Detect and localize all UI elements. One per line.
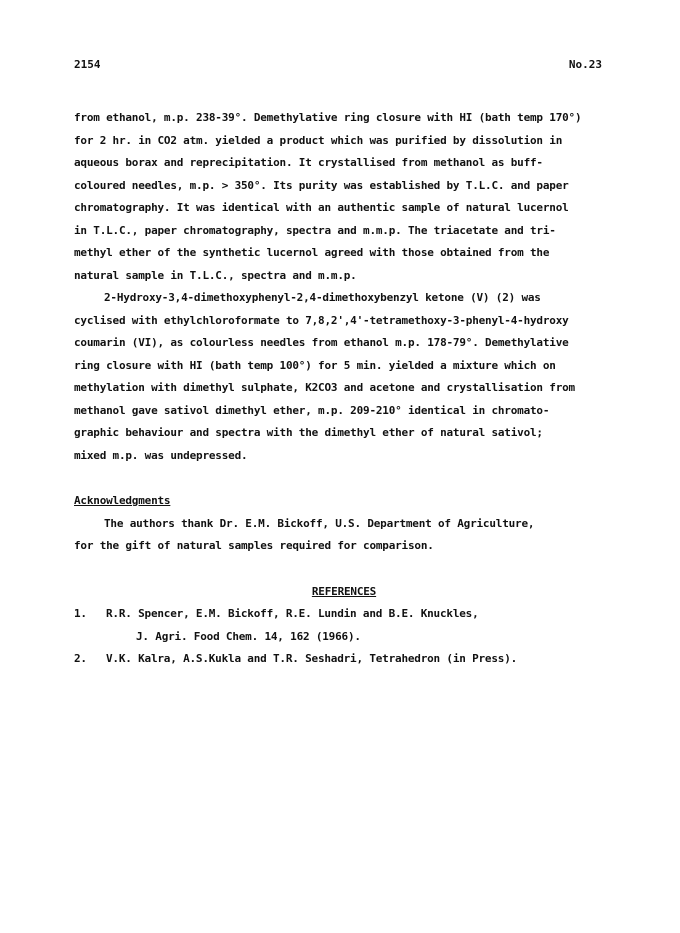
- text-line: methanol gave sativol dimethyl ether, m.p. 209-210° identical in chromato-: [74, 403, 550, 417]
- text-line: ring closure with HI (bath temp 100°) for 5 min. yielded a mixture which on: [74, 358, 556, 372]
- reference-text-continued: J. Agri. Food Chem. 14, 162 (1966).: [136, 629, 361, 643]
- text-line: 2-Hydroxy-3,4-dimethoxyphenyl-2,4-dimethoxybenzyl ketone (V) (2) was: [104, 291, 541, 304]
- text-line: in T.L.C., paper chromatography, spectra and m.m.p. The triacetate and tri-: [74, 223, 556, 237]
- reference-text: V.K. Kalra, A.S.Kukla and T.R. Seshadri, Tetrahedron (in Press).: [106, 652, 518, 665]
- text-line: natural sample in T.L.C., spectra and m.m.p.: [74, 268, 357, 282]
- reference-text: R.R. Spencer, E.M. Bickoff, R.E. Lundin and B.E. Knuckles,: [106, 607, 479, 620]
- paragraph-1: [74, 107, 614, 287]
- references-section: [74, 581, 614, 671]
- reference-number: 1.: [74, 607, 87, 620]
- text-line: aqueous borax and reprecipitation. It crystallised from methanol as buff-: [74, 156, 543, 169]
- article-body: [74, 107, 614, 671]
- page-number: 2154: [74, 58, 101, 71]
- text-line: from ethanol, m.p. 238-39°. Demethylative ring closure with HI (bath temp 170°): [74, 111, 582, 124]
- text-line: coloured needles, m.p. > 350°. Its purity was established by T.L.C. and paper: [74, 178, 569, 192]
- text-line: for the gift of natural samples required for comparison.: [74, 539, 434, 552]
- journal-issue: No.23: [568, 58, 602, 71]
- reference-item: [74, 648, 614, 671]
- text-line: for 2 hr. in CO2 atm. yielded a product which was purified by dissolution in: [74, 133, 563, 147]
- text-line: methyl ether of the synthetic lucernol agreed with those obtained from the: [74, 246, 550, 259]
- reference-number: 2.: [74, 652, 87, 665]
- text-line: mixed m.p. was undepressed.: [74, 448, 248, 462]
- references-heading: REFERENCES: [311, 584, 377, 598]
- acknowledgments-heading: Acknowledgments: [74, 494, 171, 507]
- acknowledgments-section: [74, 490, 614, 558]
- text-line: The authors thank Dr. E.M. Bickoff, U.S. Department of Agriculture,: [104, 516, 535, 530]
- text-line: methylation with dimethyl sulphate, K2CO3 and acetone and crystallisation from: [74, 381, 575, 394]
- text-line: graphic behaviour and spectra with the dimethyl ether of natural sativol;: [74, 426, 543, 439]
- reference-item: [74, 603, 614, 626]
- paragraph-2: [74, 287, 614, 467]
- text-line: cyclised with ethylchloroformate to 7,8,2',4'-tetramethoxy-3-phenyl-4-hydroxy: [74, 313, 569, 327]
- text-line: coumarin (VI), as colourless needles from ethanol m.p. 178-79°. Demethylative: [74, 336, 569, 349]
- text-line: chromatography. It was identical with an authentic sample of natural lucernol: [74, 201, 569, 214]
